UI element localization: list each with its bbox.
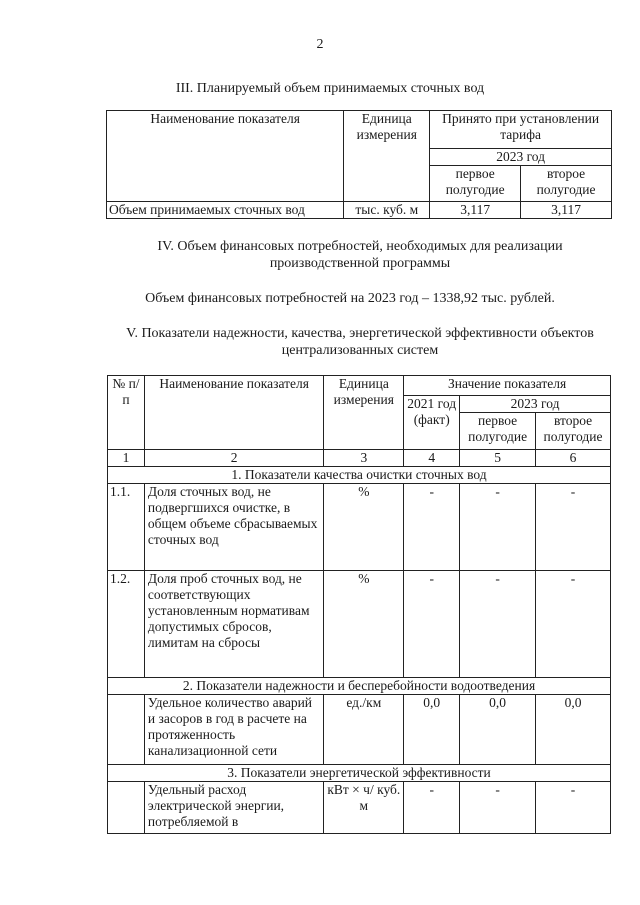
header-year-2023: 2023 год <box>430 149 612 166</box>
row-num <box>108 695 145 765</box>
row-num: 1.1. <box>108 484 145 571</box>
header-year-2023: 2023 год <box>460 396 611 413</box>
row-second-half: - <box>536 571 611 678</box>
table-row <box>108 782 611 834</box>
row-unit: ед./км <box>324 695 404 765</box>
group-quality-title: 1. Показатели качества очистки сточных вод <box>108 467 611 484</box>
section-3-title: III. Планируемый объем принимаемых сточных вод <box>175 81 485 96</box>
row-unit: % <box>324 484 404 571</box>
row-2021: - <box>404 484 460 571</box>
row-name: Удельный расход электрической энергии, потребляемой в <box>144 782 323 834</box>
indicators-table <box>107 375 611 834</box>
row-name: Доля проб сточных вод, не соответствующих установленным нормативам допустимых сбросов, лимитам на сбросы <box>144 571 323 678</box>
row-second-half: 3,117 <box>521 202 612 219</box>
table-row <box>108 571 611 678</box>
header-indicator-value: Значение показателя <box>404 376 611 396</box>
col-index: 1 <box>108 450 145 467</box>
row-first-half: - <box>460 484 536 571</box>
table-row <box>108 484 611 571</box>
row-num: 1.2. <box>108 571 145 678</box>
header-first-half: первое полугодие <box>430 166 521 202</box>
row-first-half: - <box>460 571 536 678</box>
col-index: 5 <box>460 450 536 467</box>
col-index: 4 <box>404 450 460 467</box>
col-index: 3 <box>324 450 404 467</box>
group-energy-title: 3. Показатели энергетической эффективности <box>108 765 611 782</box>
header-indicator-name: Наименование показателя <box>144 376 323 450</box>
row-second-half: - <box>536 782 611 834</box>
header-unit: Единица измерения <box>344 111 430 202</box>
row-name: Удельное количество аварий и засоров в год в расчете на протяженность канализационной сети <box>144 695 323 765</box>
row-unit: тыс. куб. м <box>344 202 430 219</box>
row-first-half: 3,117 <box>430 202 521 219</box>
row-2021: - <box>404 571 460 678</box>
column-index-row <box>108 450 611 467</box>
header-first-half: первое полугодие <box>460 413 536 450</box>
header-num: № п/п <box>108 376 145 450</box>
header-second-half: второе полугодие <box>536 413 611 450</box>
table-row <box>108 695 611 765</box>
row-num <box>108 782 145 834</box>
header-accepted-tariff: Принято при установлении тарифа <box>430 111 612 149</box>
row-name: Объем принимаемых сточных вод <box>107 202 344 219</box>
page-number: 2 <box>316 37 324 52</box>
row-first-half: - <box>460 782 536 834</box>
header-indicator-name: Наименование показателя <box>107 111 344 202</box>
row-unit: % <box>324 571 404 678</box>
col-index: 6 <box>536 450 611 467</box>
header-second-half: второе полугодие <box>521 166 612 202</box>
row-second-half: 0,0 <box>536 695 611 765</box>
header-2021-fact: 2021 год (факт) <box>404 396 460 450</box>
row-2021: - <box>404 782 460 834</box>
section-5-title: V. Показатели надежности, качества, энергетической эффективности объектов централизованных систем <box>126 326 594 358</box>
row-second-half: - <box>536 484 611 571</box>
row-2021: 0,0 <box>404 695 460 765</box>
table-row <box>107 202 612 219</box>
wastewater-volume-table <box>106 110 612 219</box>
row-unit: кВт × ч/ куб. м <box>324 782 404 834</box>
section-4-title: IV. Объем финансовых потребностей, необходимых для реализации производственной программы <box>157 239 563 271</box>
header-unit: Единица измерения <box>324 376 404 450</box>
row-first-half: 0,0 <box>460 695 536 765</box>
section-4-text: Объем финансовых потребностей на 2023 год – 1338,92 тыс. рублей. <box>145 291 555 306</box>
col-index: 2 <box>144 450 323 467</box>
group-reliability-title: 2. Показатели надежности и бесперебойности водоотведения <box>108 678 611 695</box>
row-name: Доля сточных вод, не подвергшихся очистке, в общем объеме сбрасываемых сточных вод <box>144 484 323 571</box>
